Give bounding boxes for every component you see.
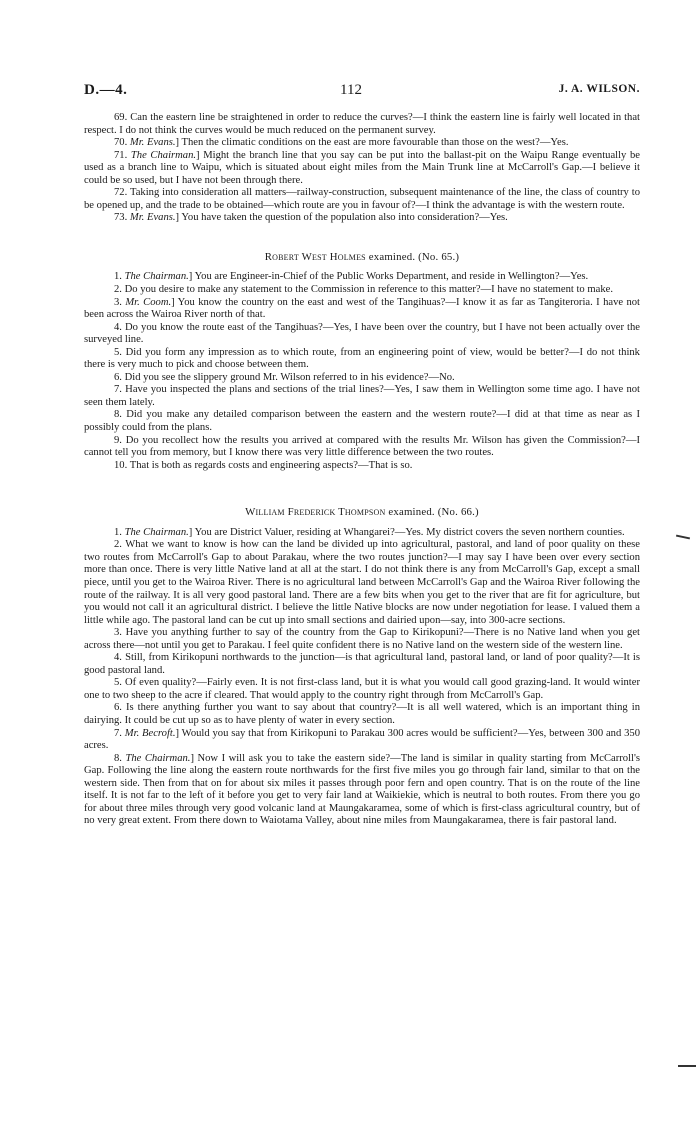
paragraph: 4. Still, from Kirikopuni northwards to the junction—is that agricultural land, pastoral land, or land of poor quality?—It is good pastoral land. (84, 652, 640, 676)
witness-heading: Robert West Holmes examined. (No. 65.) (264, 250, 460, 263)
running-head-witness: J. A. WILSON. (558, 83, 640, 95)
paragraph: 5. Did you form any impression as to which route, from an engineering point of view, would be better?—I do not think there is very much to pick and choose between them. (84, 346, 640, 371)
paragraph: 9. Do you recollect how the results you arrived at compared with the results Mr. Wilson has given the Commission?—I cannot tell you from memory, but I know there was very little difference between the two routes. (84, 434, 640, 459)
witness-name: Robert West Holmes (264, 250, 366, 263)
paragraph: 7. Mr. Becroft.] Would you say that from Kirikopuni to Parakau 300 acres would be sufficient?—Yes, between 300 and 350 acres. (84, 727, 640, 752)
paragraph: 6. Did you see the slippery ground Mr. Wilson referred to in his evidence?—No. (114, 371, 455, 383)
margin-mark (678, 1065, 696, 1067)
paragraph: 73. Mr. Evans.] You have taken the question of the population also into consideration?—Yes. (114, 212, 508, 224)
page-number: 112 (340, 82, 362, 98)
witness-number: (No. 65.) (418, 250, 460, 263)
witness-name: William Frederick Thompson (245, 506, 386, 519)
page-header (84, 82, 640, 102)
paragraph: 72. Taking into consideration all matters—railway-construction, subsequent maintenance of the line, the class of country to be opened up, and the trade to be obtained—which route are you in favour of?—I think the advantage is with the western route. (84, 187, 640, 211)
paragraph: 71. The Chairman.] Might the branch line that you say can be put into the ballast-pit on the Waipu Range eventually be used as a branch line to Waipu, which is situated about eight miles from the Main Trunk line at McCarroll's Gap.—I believe it could be so used, but I have not been through there. (84, 149, 640, 186)
paragraph: 8. Did you make any detailed comparison between the eastern and the western route?—I did at that time as near as I possibly could from the plans. (84, 409, 640, 434)
paragraph: 7. Have you inspected the plans and sections of the trial lines?—Yes, I saw them in Wellington some time ago. I have not seen them lately. (84, 384, 641, 408)
witness-heading: William Frederick Thompson examined. (No. 66.) (245, 506, 479, 519)
witness-number: (No. 66.) (437, 506, 479, 519)
paragraph: 2. What we want to know is how can the land be divided up into agricultural, pastoral, and land of poor quality on these two routes from McCarroll's Gap to about Parakau, where the two routes junction?—I may say I have been over every section more than once. There is very little Native land at all at the start. I do not think there is any from McCarroll's Gap, except a small piece, until you get to the Wairoa River. There is no agricultural land between McCarroll's Gap and the Wairoa River following the route of the railway. It is all very good pastoral land. There are a few bits when you get to the river that are fit for agriculture, but you would not call it an agricultural district. I believe the little Native blocks are now under negotiation for lease. I valued them a little while ago. The pastoral land can be cut up into small sections and dairied upon—say, into 300-acre sections. (84, 539, 640, 626)
wilson-evidence (84, 112, 640, 225)
paragraph: 2. Do you desire to make any statement to the Commission in reference to this matter?—I have no statement to make. (114, 284, 613, 296)
paragraph: 8. The Chairman.] Now I will ask you to take the eastern side?—The land is similar in quality starting from McCarroll's Gap. Following the line along the eastern route northwards for the first five miles you go through fair land, similar to that on the western side. Then from that on for about six miles it passes through poor fern and open country. That is on the route of the line itself. It is not far to the left of it before you get to very fair land at Waikiekie, which is neutral to both routes. From there you go for about three miles through very good volcanic land at Maungakaramea, some of which is first-class agricultural country, but of no very great extent. From there down to Waiotama Valley, about nine miles from Maungakaramea, there is fair pastoral land. (84, 752, 640, 827)
paragraph: 3. Mr. Coom.] You know the country on the east and west of the Tangihuas?—I know it as far as Tangiteroria. I have not been across the Wairoa River north of that. (84, 296, 640, 321)
paragraph: 6. Is there anything further you want to say about that country?—It is all well watered, which is an important thing in dairying. It could be cut up so as to have plenty of water in every section. (84, 702, 641, 726)
paragraph: 4. Do you know the route east of the Tangihuas?—Yes, I have been over the country, but I have not been actually over the surveyed line. (84, 321, 640, 346)
paragraph: 70. Mr. Evans.] Then the climatic conditions on the east are more favourable than those on the west?—Yes. (114, 137, 569, 149)
paragraph: 1. The Chairman.] You are Engineer-in-Chief of the Public Works Department, and reside in Wellington?—Yes. (114, 271, 589, 283)
paragraph: 1. The Chairman.] You are District Valuer, residing at Whangarei?—Yes. My district covers the seven northern counties. (114, 526, 625, 538)
paragraph: 3. Have you anything further to say of the country from the Gap to Kirikopuni?—There is no Native land when you get across there—not until you get to Parakau. I feel quite confident there is no Native land on the western side of the western line. (84, 627, 640, 651)
paragraph: 5. Of even quality?—Fairly even. It is not first-class land, but it is what you would call good grazing-land. It would winter one to two sheep to the acre if cleared. That would apply to the country right through from McCarroll's Gap. (84, 677, 640, 701)
thompson-section (84, 506, 640, 828)
document-code: D.—4. (84, 82, 128, 98)
holmes-section (84, 251, 640, 472)
body-text (84, 112, 640, 828)
margin-mark (676, 535, 690, 540)
paragraph: 69. Can the eastern line be straightened in order to reduce the curves?—I think the eastern line is fairly well located in that respect. I do not think the curves would be much reduced on the permanent survey. (84, 112, 641, 136)
paragraph: 10. That is both as regards costs and engineering aspects?—That is so. (114, 459, 413, 471)
